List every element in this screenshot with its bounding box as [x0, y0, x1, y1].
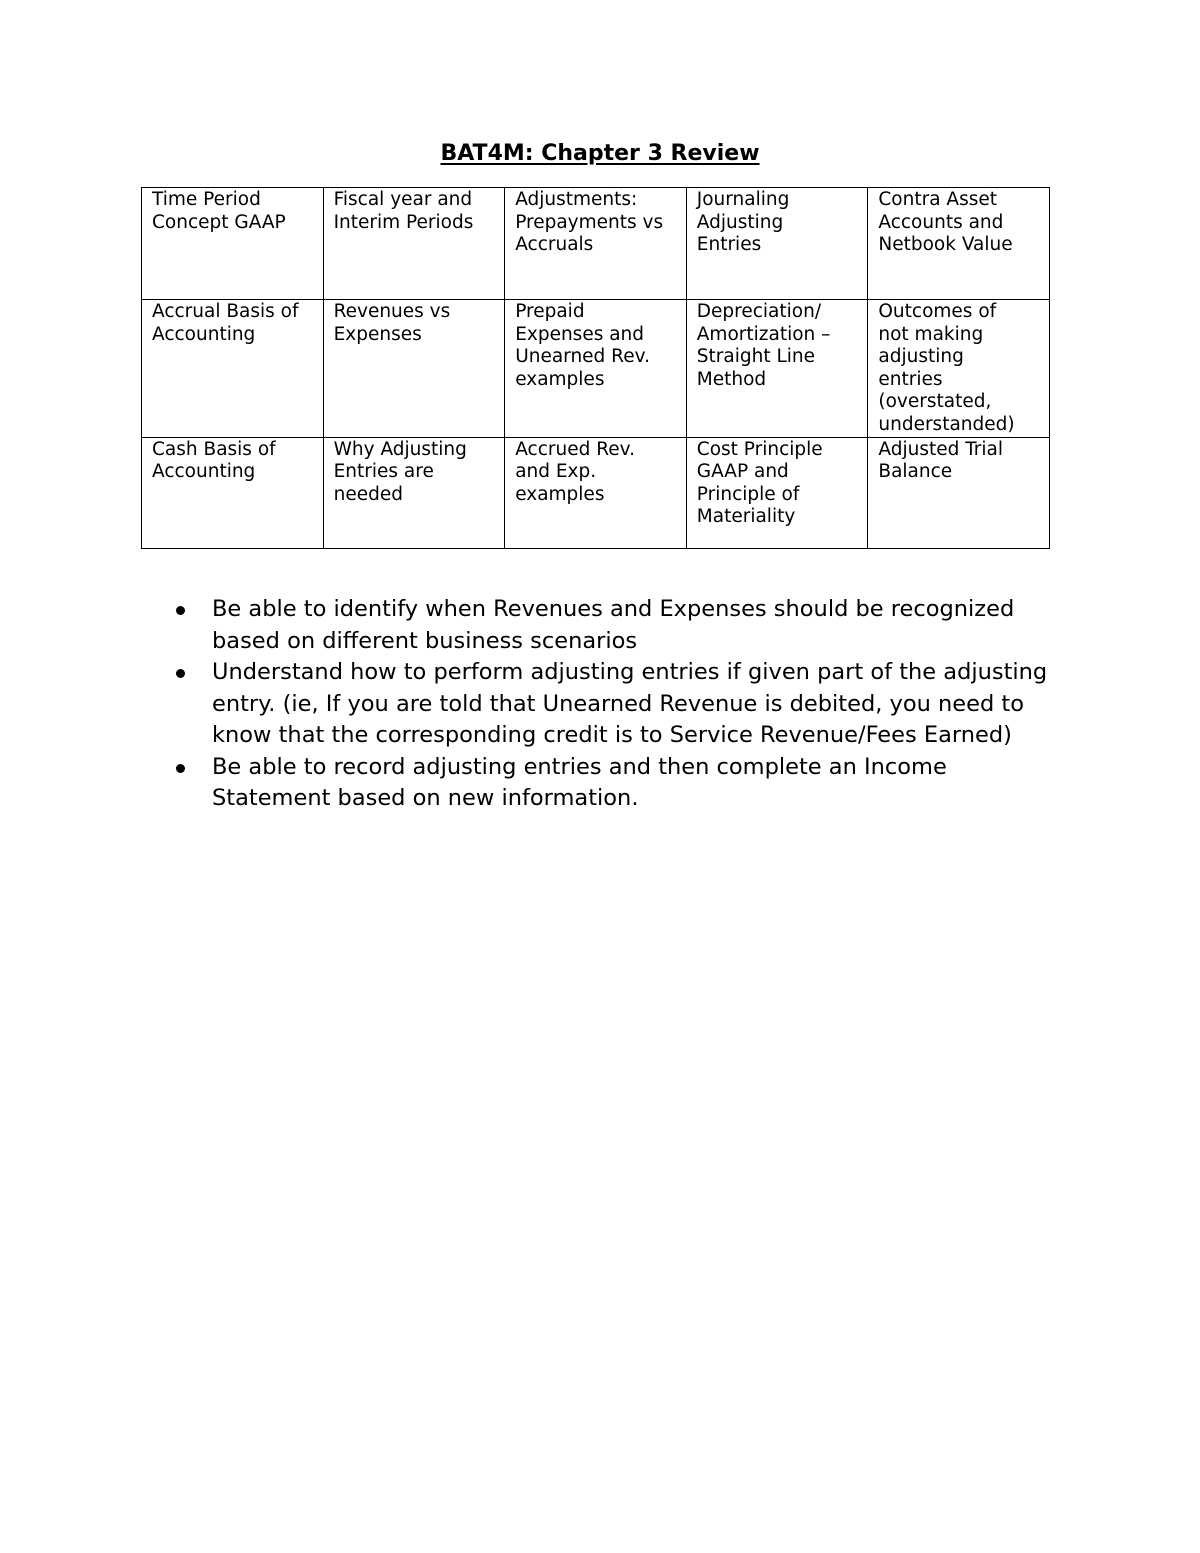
table-cell: Cash Basis of Accounting	[142, 437, 324, 548]
table-row	[142, 188, 1050, 300]
list-item-text: Be able to identify when Revenues and Expenses should be recognized based on different business scenarios	[212, 596, 1015, 654]
table-cell: Outcomes of not making adjusting entries (overstated, understanded)	[868, 300, 1050, 438]
list-item	[172, 657, 1072, 752]
table-row	[142, 437, 1050, 548]
table-cell: Cost Principle GAAP and Principle of Materiality	[686, 437, 868, 548]
table-cell: Depreciation/ Amortization – Straight Line Method	[686, 300, 868, 438]
table-cell: Adjustments: Prepayments vs Accruals	[505, 188, 687, 300]
list-item	[172, 594, 1072, 657]
review-bullet-list	[172, 594, 1072, 815]
table-cell: Accrued Rev. and Exp. examples	[505, 437, 687, 548]
review-topics-table	[141, 187, 1050, 549]
list-item-text: Understand how to perform adjusting entries if given part of the adjusting entry. (ie, If you are told that Unearned Revenue is debited, you need to know that the corresponding credit is to Service Revenue/Fees Earned)	[212, 659, 1048, 748]
table-cell: Why Adjusting Entries are needed	[323, 437, 505, 548]
table-cell: Accrual Basis of Accounting	[142, 300, 324, 438]
list-item	[172, 752, 1072, 815]
bullet-icon	[176, 764, 185, 773]
page-title: BAT4M: Chapter 3 Review	[440, 141, 760, 166]
table-cell: Fiscal year and Interim Periods	[323, 188, 505, 300]
table-cell: Journaling Adjusting Entries	[686, 188, 868, 300]
table-cell: Time Period Concept GAAP	[142, 188, 324, 300]
table-cell: Prepaid Expenses and Unearned Rev. examples	[505, 300, 687, 438]
table-row	[142, 300, 1050, 438]
table-cell: Revenues vs Expenses	[323, 300, 505, 438]
table-cell: Adjusted Trial Balance	[868, 437, 1050, 548]
table-cell: Contra Asset Accounts and Netbook Value	[868, 188, 1050, 300]
list-item-text: Be able to record adjusting entries and then complete an Income Statement based on new information.	[212, 753, 947, 811]
bullet-icon	[176, 606, 185, 615]
bullet-icon	[176, 669, 185, 678]
